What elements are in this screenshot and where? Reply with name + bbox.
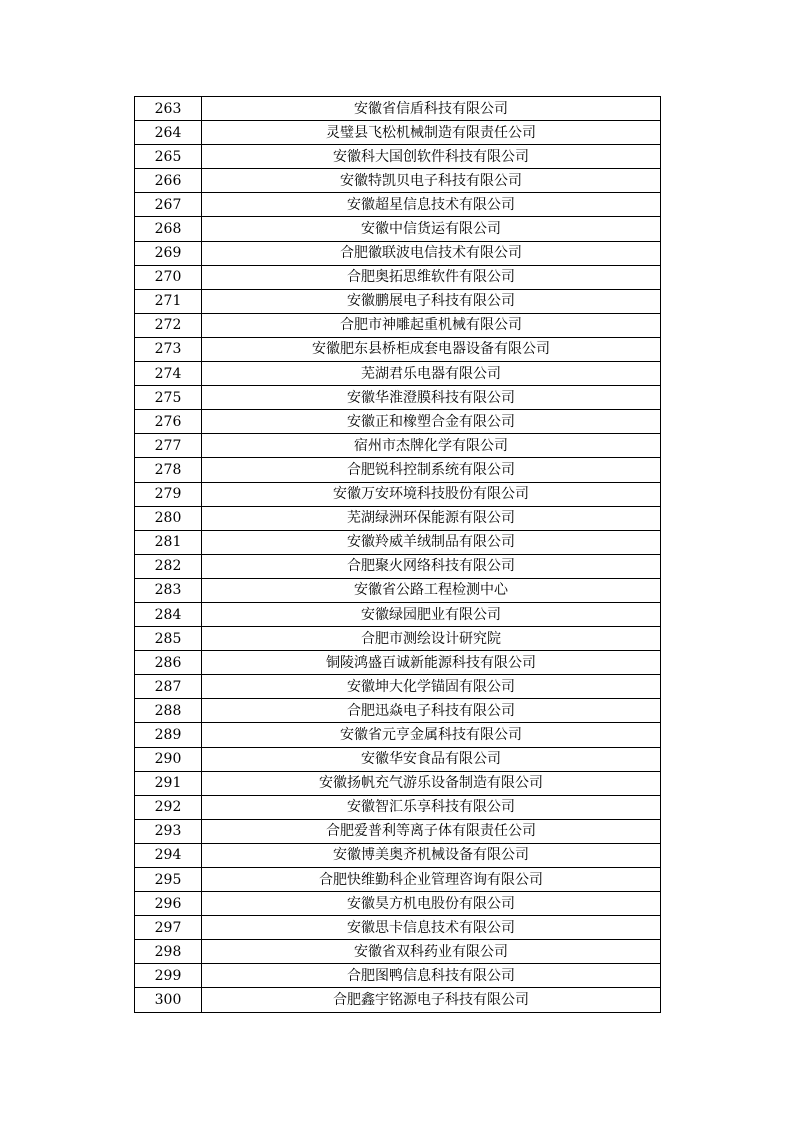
row-number-cell: 263 (135, 97, 202, 121)
row-number-cell: 274 (135, 362, 202, 386)
table-row (135, 916, 661, 940)
row-number-cell: 272 (135, 313, 202, 337)
company-name-cell: 安徽扬帆充气游乐设备制造有限公司 (202, 771, 661, 795)
company-name-cell: 安徽博美奥齐机械设备有限公司 (202, 843, 661, 867)
row-number-cell: 289 (135, 723, 202, 747)
company-name-cell: 安徽羚威羊绒制品有限公司 (202, 530, 661, 554)
row-number-cell: 277 (135, 434, 202, 458)
row-number-cell: 278 (135, 458, 202, 482)
table-row (135, 843, 661, 867)
table-row (135, 97, 661, 121)
company-list-body (135, 97, 661, 1013)
row-number-cell: 266 (135, 169, 202, 193)
company-name-cell: 芜湖绿洲环保能源有限公司 (202, 506, 661, 530)
row-number-cell: 267 (135, 193, 202, 217)
company-name-cell: 合肥徽联波电信技术有限公司 (202, 241, 661, 265)
table-row (135, 506, 661, 530)
company-name-cell: 安徽省公路工程检测中心 (202, 578, 661, 602)
table-row (135, 988, 661, 1012)
row-number-cell: 273 (135, 337, 202, 361)
company-name-cell: 安徽科大国创软件科技有限公司 (202, 145, 661, 169)
company-name-cell: 安徽省元亨金属科技有限公司 (202, 723, 661, 747)
row-number-cell: 281 (135, 530, 202, 554)
row-number-cell: 297 (135, 916, 202, 940)
company-name-cell: 合肥聚火网络科技有限公司 (202, 554, 661, 578)
company-name-cell: 安徽思卡信息技术有限公司 (202, 916, 661, 940)
company-name-cell: 安徽坤大化学锚固有限公司 (202, 675, 661, 699)
row-number-cell: 287 (135, 675, 202, 699)
row-number-cell: 268 (135, 217, 202, 241)
company-name-cell: 合肥爱普利等离子体有限责任公司 (202, 819, 661, 843)
row-number-cell: 296 (135, 892, 202, 916)
row-number-cell: 271 (135, 289, 202, 313)
company-name-cell: 安徽昊方机电股份有限公司 (202, 892, 661, 916)
company-name-cell: 宿州市杰牌化学有限公司 (202, 434, 661, 458)
table-row (135, 747, 661, 771)
company-name-cell: 灵璧县飞松机械制造有限责任公司 (202, 121, 661, 145)
table-row (135, 699, 661, 723)
row-number-cell: 280 (135, 506, 202, 530)
row-number-cell: 270 (135, 265, 202, 289)
company-name-cell: 安徽华淮澄膜科技有限公司 (202, 386, 661, 410)
company-name-cell: 合肥市测绘设计研究院 (202, 627, 661, 651)
table-row (135, 265, 661, 289)
table-row (135, 145, 661, 169)
row-number-cell: 283 (135, 578, 202, 602)
table-row (135, 362, 661, 386)
row-number-cell: 288 (135, 699, 202, 723)
table-row (135, 217, 661, 241)
row-number-cell: 291 (135, 771, 202, 795)
company-name-cell: 安徽绿园肥业有限公司 (202, 602, 661, 626)
company-name-cell: 合肥市神雕起重机械有限公司 (202, 313, 661, 337)
row-number-cell: 265 (135, 145, 202, 169)
row-number-cell: 269 (135, 241, 202, 265)
table-row (135, 627, 661, 651)
table-row (135, 410, 661, 434)
row-number-cell: 300 (135, 988, 202, 1012)
table-row (135, 337, 661, 361)
table-row (135, 771, 661, 795)
table-row (135, 602, 661, 626)
row-number-cell: 275 (135, 386, 202, 410)
company-name-cell: 合肥快维勤科企业管理咨询有限公司 (202, 868, 661, 892)
table-row (135, 651, 661, 675)
company-name-cell: 合肥鑫宇铭源电子科技有限公司 (202, 988, 661, 1012)
company-name-cell: 安徽正和橡塑合金有限公司 (202, 410, 661, 434)
company-name-cell: 安徽特凯贝电子科技有限公司 (202, 169, 661, 193)
table-row (135, 121, 661, 145)
table-row (135, 868, 661, 892)
table-row (135, 723, 661, 747)
company-name-cell: 合肥图鸭信息科技有限公司 (202, 964, 661, 988)
row-number-cell: 293 (135, 819, 202, 843)
table-row (135, 241, 661, 265)
company-name-cell: 安徽智汇乐享科技有限公司 (202, 795, 661, 819)
company-name-cell: 安徽华安食品有限公司 (202, 747, 661, 771)
table-row (135, 819, 661, 843)
table-row (135, 554, 661, 578)
table-row (135, 578, 661, 602)
company-name-cell: 安徽省信盾科技有限公司 (202, 97, 661, 121)
table-row (135, 482, 661, 506)
row-number-cell: 285 (135, 627, 202, 651)
row-number-cell: 299 (135, 964, 202, 988)
company-name-cell: 安徽肥东县桥柜成套电器设备有限公司 (202, 337, 661, 361)
table-row (135, 795, 661, 819)
table-row (135, 964, 661, 988)
row-number-cell: 286 (135, 651, 202, 675)
company-name-cell: 安徽鹏展电子科技有限公司 (202, 289, 661, 313)
company-name-cell: 安徽省双科药业有限公司 (202, 940, 661, 964)
company-list-table (134, 96, 661, 1013)
table-row (135, 530, 661, 554)
table-row (135, 193, 661, 217)
row-number-cell: 282 (135, 554, 202, 578)
row-number-cell: 292 (135, 795, 202, 819)
table-row (135, 675, 661, 699)
row-number-cell: 264 (135, 121, 202, 145)
company-name-cell: 安徽中信货运有限公司 (202, 217, 661, 241)
table-row (135, 289, 661, 313)
row-number-cell: 290 (135, 747, 202, 771)
company-name-cell: 合肥奥拓思维软件有限公司 (202, 265, 661, 289)
table-row (135, 169, 661, 193)
table-row (135, 313, 661, 337)
table-row (135, 458, 661, 482)
row-number-cell: 284 (135, 602, 202, 626)
company-name-cell: 安徽超星信息技术有限公司 (202, 193, 661, 217)
company-name-cell: 铜陵鸿盛百诚新能源科技有限公司 (202, 651, 661, 675)
company-name-cell: 安徽万安环境科技股份有限公司 (202, 482, 661, 506)
table-row (135, 940, 661, 964)
table-row (135, 892, 661, 916)
row-number-cell: 295 (135, 868, 202, 892)
table-row (135, 434, 661, 458)
company-name-cell: 合肥锐科控制系统有限公司 (202, 458, 661, 482)
company-name-cell: 合肥迅焱电子科技有限公司 (202, 699, 661, 723)
table-row (135, 386, 661, 410)
company-name-cell: 芜湖君乐电器有限公司 (202, 362, 661, 386)
row-number-cell: 298 (135, 940, 202, 964)
row-number-cell: 279 (135, 482, 202, 506)
row-number-cell: 276 (135, 410, 202, 434)
row-number-cell: 294 (135, 843, 202, 867)
